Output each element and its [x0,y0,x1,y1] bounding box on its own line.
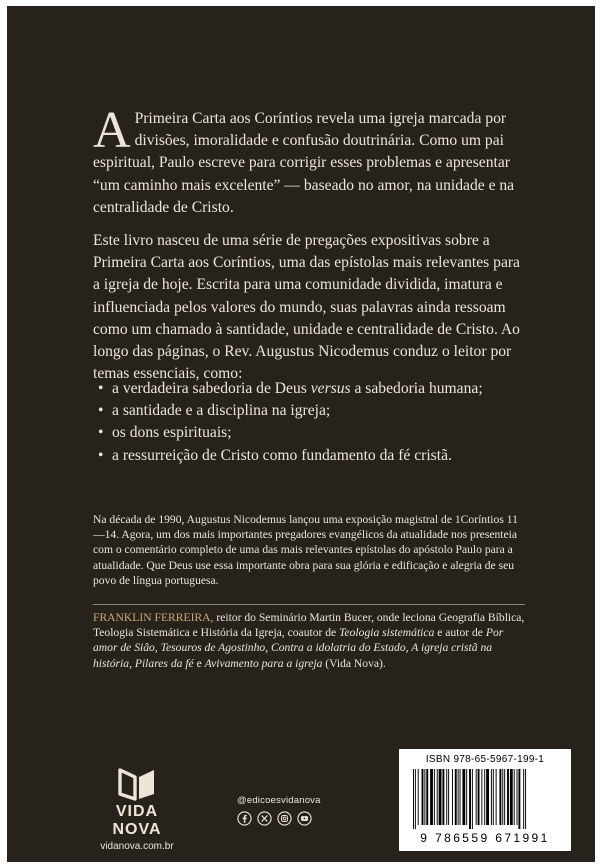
drop-cap: A [93,102,131,159]
list-item: • a santidade e a disciplina na igreja; [98,400,518,422]
open-book-logo-icon [117,766,157,802]
barcode-number: 9 786559 671991 [420,831,550,845]
endorsement-quote: Na década de 1990, Augustus Nicodemus lançou uma exposição magistral de 1Coríntios 11—14. Agora, um dos mais importantes pregadores evangélicos da atualidade nos presenteia com o comentário completo de uma das mais relevantes epístolas do apóstolo Paulo para a atualidade. Que Deus use essa importante obra para sua glória e edificação e alegria de seu povo de língua portuguesa. [93,513,518,587]
isbn-label: ISBN 978-65-5967-199-1 [425,754,545,765]
youtube-icon [297,811,312,826]
endorser-name: FRANKLIN FERREIRA, [93,611,214,624]
intro-paragraph [93,102,525,219]
x-icon [257,811,272,826]
back-cover [7,6,595,862]
publisher-logo [97,766,177,852]
list-item: • a ressurreição de Cristo como fundamento da fé cristã. [98,445,518,467]
list-item: • a verdadeira sabedoria de Deus versus a sabedoria humana; [98,378,518,400]
social-block [237,795,337,826]
endorser-bio: FRANKLIN FERREIRA, reitor do Seminário Martin Bucer, onde leciona Geografia Bíblica, Teologia Sistemática e História da Igreja, coautor de Teologia sistemática e autor de Por amor de Sião, Tesouros de Agostinho, Contra a idolatria do Estado, A igreja cristã na história, Pilares da fé e Avivamento para a igreja (Vida Nova). [93,611,525,670]
intro-text: Primeira Carta aos Coríntios revela uma igreja marcada por divisões, imoralidade e confusão doutrinária. Como um pai espiritual, Paulo escreve para corrigir esses problemas e apresentar “um caminho mais excelente” — baseado no amor, na unidade e na centralidade de Cristo. [93,110,515,216]
divider [93,604,525,605]
themes-list [98,378,518,467]
publisher-website: vidanova.com.br [100,841,174,852]
social-handle: @edicoesvidanova [237,795,321,806]
publisher-name: VIDA NOVA [112,803,162,838]
instagram-icon [277,811,292,826]
list-item: • os dons espirituais; [98,422,518,444]
facebook-icon [237,811,252,826]
social-icons [237,811,337,826]
barcode-icon [405,769,565,829]
barcode-panel [399,749,571,851]
body-paragraph: Este livro nasceu de uma série de pregações expositivas sobre a Primeira Carta aos Coríntios, uma das epístolas mais relevantes para a igreja de hoje. Escrita para uma comunidade dividida, imatura e influenciada pelos valores do mundo, suas palavras ainda ressoam como um chamado à santidade, unidade e centralidade de Cristo. Ao longo das páginas, o Rev. Augustus Nicodemus conduz o leitor por temas essenciais, como: [93,232,520,383]
